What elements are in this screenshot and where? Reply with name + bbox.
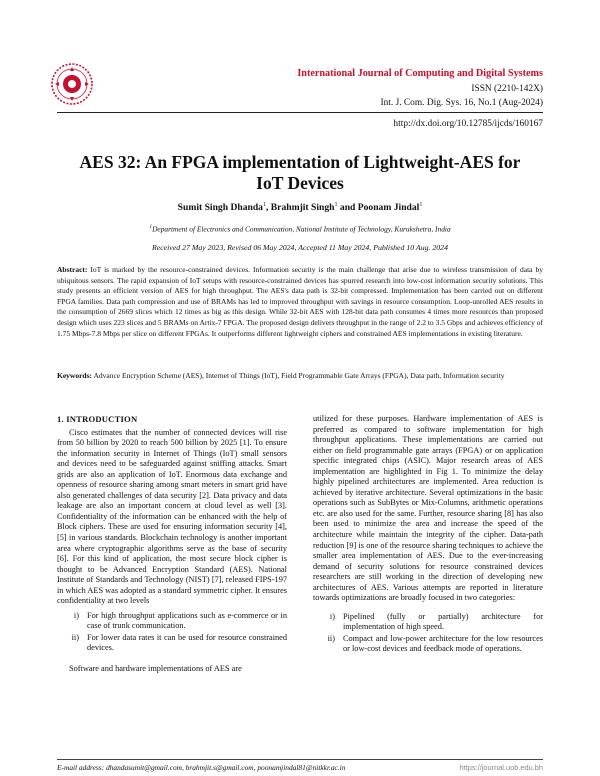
abstract-text: IoT is marked by the resource-constrained devices. Information security is the main challenge that arise due to wireless transmission of data by ubiquitous sensors. The rapid expansion of IoT setups with resource-constrained devices has spurred research into low-cost information security solutions. This study presents an efficient version of AES for high throughput. The AES's data path is 32-bit compressed. Implementation has been carried out on different FPGA families. Data path compression and use of BRAMs has led to improved throughput with savings in resource consumption. Loop-unrolled AES results in the consumption of 2669 slices which 12 times as big as this design. While 32-bit AES with 128-bit data path consumes 4 times more resources than proposed design which uses 223 slices and 5 BRAMs on Artix-7 FPGA. The proposed design delivers throughput in the range of 2.2 to 3.5 Gbps and achieves efficiency of 1.75 Mbps-7.8 Mbps per slice on different FPGAs. It outperforms different lightweight ciphers and constrained AES implementations in existing literature. [57, 265, 543, 338]
author-list [57, 202, 543, 213]
abstract [57, 265, 543, 339]
list-text: For lower data rates it can be used for resource constrained devices. [87, 632, 287, 653]
left-list [57, 611, 287, 654]
publication-dates: Received 27 May 2023, Revised 06 May 2024, Accepted 11 May 2024, Published 10 Aug. 2024 [152, 243, 448, 252]
intro-paragraph-3: utilized for these purposes. Hardware implementation of AES is preferred as compared to software implementation for high throughput applications. These implementations are carried out either on field programmable gate arrays (FPGA) or on application specific integrated chips (ASIC). Major research areas of AES implementation are highlighted in Fig 1. To minimize the delay highly pipelined architectures are implemented. Area reduction is achieved by iterative architecture. Several optimizations in the basic operations such as SubBytes or Mix-Columns, arithmetic operations etc. are also used for the same. Further, resource sharing [8] has also been used to minimize the area and increase the speed of the architecture while maintain the integrity of the cipher. Data-path reduction [9] is one of the resource sharing techniques to achieve the smaller area implementation of AES. Due to the ever-increasing demand of security solutions for resource constrained devices researchers are still working in the direction of developing new architectures of AES. Various attempts are reported in literature towards optimizations are broadly focused in two categories: [313, 414, 543, 603]
affiliation-text: Department of Electronics and Communication, National Institute of Technology, Kurukshetra, India [152, 224, 451, 234]
list-text: For high throughput applications such as e-commerce or in case of trunk communication. [87, 610, 287, 631]
keywords [57, 371, 543, 382]
author-affil-mark: 1 [334, 202, 338, 208]
author-name: Brahmjit Singh [270, 202, 335, 214]
email-addresses: E-mail address: dhandasumit@gmail.com, brahmjit.s@gmail.com, poonamjindal81@nitkkr.ac.in [57, 763, 346, 772]
journal-citation: Int. J. Com. Dig. Sys. 16, No.1 (Aug-2024) [380, 98, 543, 108]
affiliation [57, 224, 543, 233]
list-item [313, 612, 543, 633]
author-affil-mark: 1 [262, 202, 266, 208]
issn: ISSN (2210-142X) [471, 84, 543, 94]
list-text: Compact and low-power architecture for the low resources or low-cost devices and feedback mode of operations. [343, 633, 543, 654]
intro-paragraph-1: Cisco estimates that the number of connected devices will rise from 50 billion by 2020 to reach 500 billion by 2025 [1]. To ensure the information security in Internet of Things (IoT) small sensors and devices need to be safeguarded against sniffing attacks. Smart grids are also an application of IoT. Enormous data exchange and openness of resource sharing among smart meters in smart grid have also generated challenges of data security [2]. Data privacy and data leakage are also an important concern at cloud level as well [3]. Confidentiality of the information can be enhanced with the help of Block ciphers. These are used for ensuring information security [4], [5] in various standards. Blockchain technology is another important area where cryptographic algorithms serve as the base of security [6]. For this kind of application, the most secure block cipher is thought to be Advanced Encryption Standard (AES). National Institute of Standards and Technology (NIST) [7], released FIPS-197 in which AES was adopted as a standard symmetric cipher. It ensures confidentiality at two levels [57, 427, 287, 606]
section-heading: 1. INTRODUCTION [57, 414, 138, 424]
author-separator: and [337, 202, 358, 214]
title-line-2: IoT Devices [256, 173, 344, 193]
header-rule [57, 112, 543, 113]
footer-rule [57, 759, 543, 760]
journal-url[interactable]: https://journal.uob.edu.bh [459, 763, 543, 772]
list-item [57, 611, 287, 632]
list-text: Pipelined (fully or partially) architecture for implementation of high speed. [343, 611, 543, 632]
list-number: ii) [327, 633, 335, 643]
keywords-text: Advance Encryption Scheme (AES), Internet of Things (IoT), Field Programmable Gate Arrays (FPGA), Data path, Information security [92, 371, 505, 380]
right-list [313, 612, 543, 655]
list-number: ii) [71, 632, 79, 642]
title-line-1: AES 32: An FPGA implementation of Lightweight-AES for [79, 152, 521, 172]
journal-name: International Journal of Computing and Digital Systems [297, 68, 543, 79]
list-number: i) [73, 610, 79, 620]
abstract-label: Abstract: [57, 265, 88, 274]
affil-mark: 1 [149, 224, 153, 230]
right-column [313, 414, 543, 661]
keywords-label: Keywords: [57, 371, 92, 380]
university-seal-logo [50, 62, 94, 106]
author-name: Poonam Jindal [357, 202, 420, 214]
author-affil-mark: 1 [419, 202, 423, 208]
paper-title [57, 152, 543, 194]
list-item [57, 633, 287, 654]
intro-paragraph-2: Software and hardware implementations of AES are [69, 664, 242, 674]
author-separator: , [265, 202, 271, 214]
list-item [313, 634, 543, 655]
author-name: Sumit Singh Dhanda [177, 202, 263, 214]
list-number: i) [329, 611, 335, 621]
doi-link[interactable]: http://dx.doi.org/10.12785/ijcds/160167 [393, 119, 543, 129]
left-column [57, 414, 287, 675]
